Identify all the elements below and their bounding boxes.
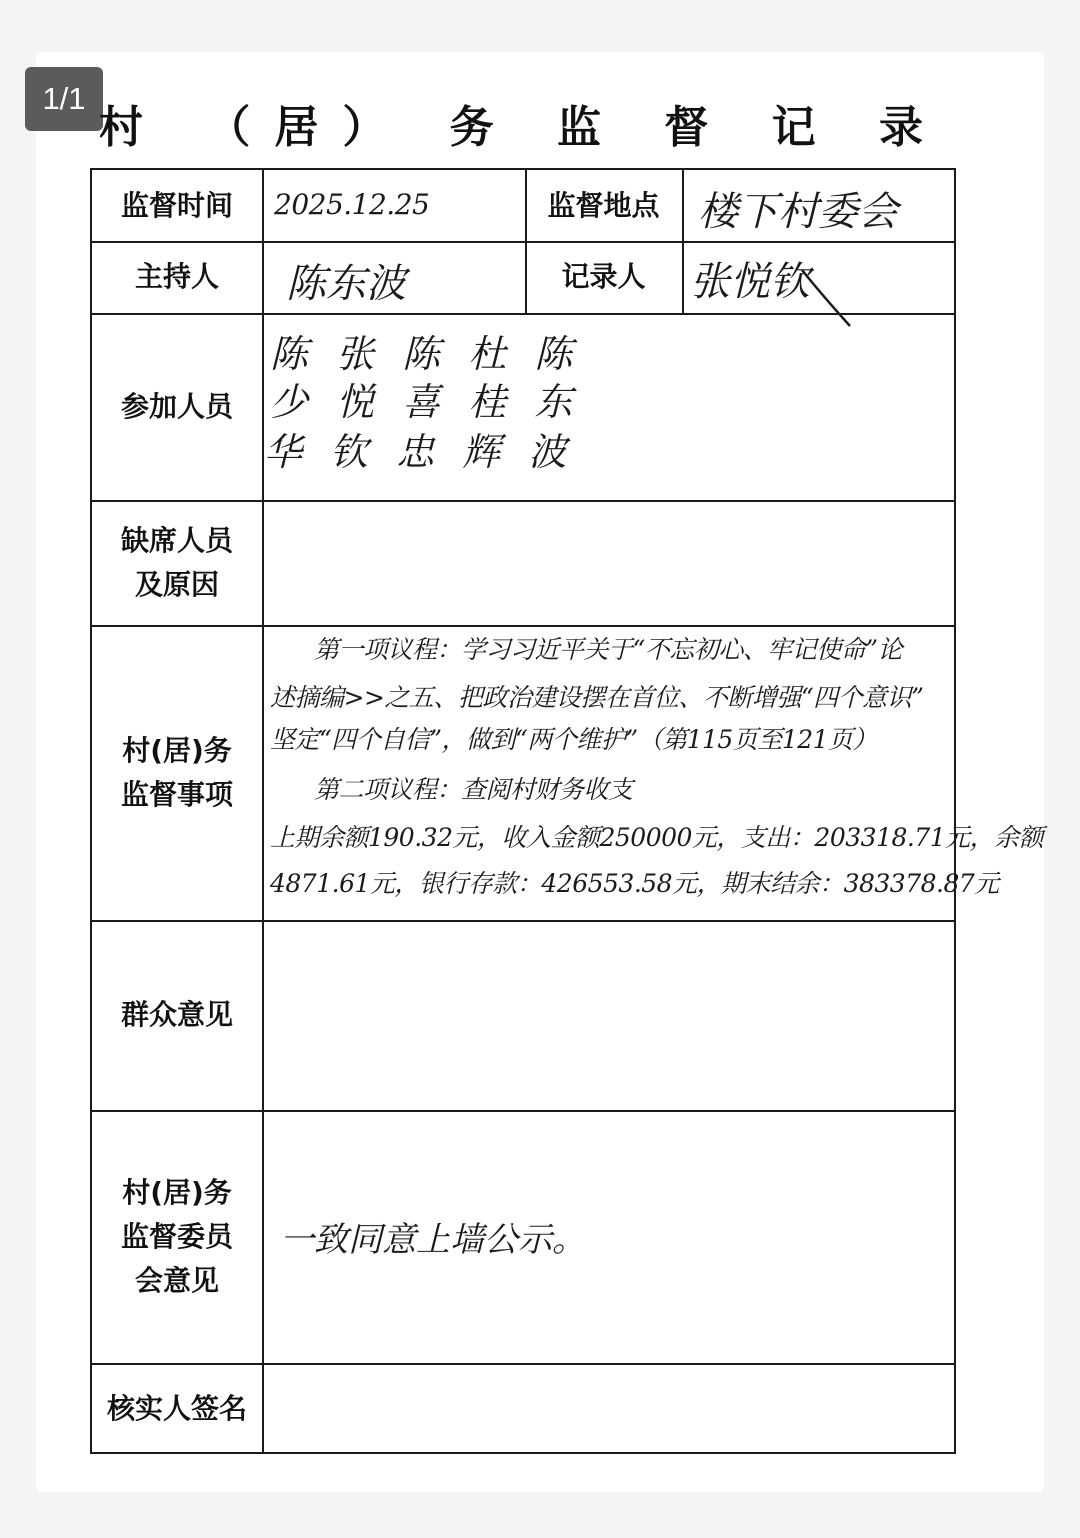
matters-line-6: 4871.61元，银行存款：426553.58元，期末结余：383378.87元 [270, 869, 999, 898]
label-committee-opinion: 村(居)务 监督委员 会意见 [120, 1175, 233, 1297]
participants-line-1: 陈 张 陈 杜 陈 [270, 332, 581, 376]
value-place: 楼下村委会 [698, 189, 898, 235]
value-committee-opinion: 一致同意上墙公示。 [280, 1220, 586, 1260]
label-absent: 缺席人员 及原因 [120, 523, 233, 601]
page-indicator: 1/1 [25, 67, 103, 131]
value-recorder: 张悦钦 [690, 259, 810, 305]
label-public-opinion: 群众意见 [120, 998, 233, 1031]
label-host: 主持人 [134, 260, 219, 293]
matters-line-2: 述摘编>>之五、把政治建设摆在首位、不断增强“四个意识” [270, 683, 924, 712]
matters-line-1: 第一项议程：学习习近平关于“不忘初心、牢记使命”论 [314, 635, 903, 664]
matters-line-5: 上期余额190.32元，收入金额250000元，支出：203318.71元，余额 [270, 823, 1044, 852]
matters-line-3: 坚定“四个自信”，做到“两个维护”（第115页至121页） [270, 725, 878, 754]
label-matters: 村(居)务 监督事项 [120, 733, 233, 811]
label-participants: 参加人员 [120, 389, 233, 423]
label-place: 监督地点 [547, 188, 660, 222]
matters-line-4: 第二项议程：查阅村财务收支 [314, 775, 633, 804]
value-time: 2025.12.25 [274, 188, 430, 221]
supervision-record-form [90, 168, 1044, 1454]
participants-line-3: 华 钦 忠 辉 波 [264, 430, 575, 474]
label-recorder: 记录人 [561, 260, 646, 293]
page-title: 村 （居） 务 监 督 记 录 [99, 102, 947, 153]
label-verifier: 核实人签名 [106, 1391, 247, 1425]
participants-line-2: 少 悦 喜 桂 东 [270, 380, 581, 424]
value-host: 陈东波 [286, 261, 406, 307]
label-time: 监督时间 [120, 188, 233, 222]
